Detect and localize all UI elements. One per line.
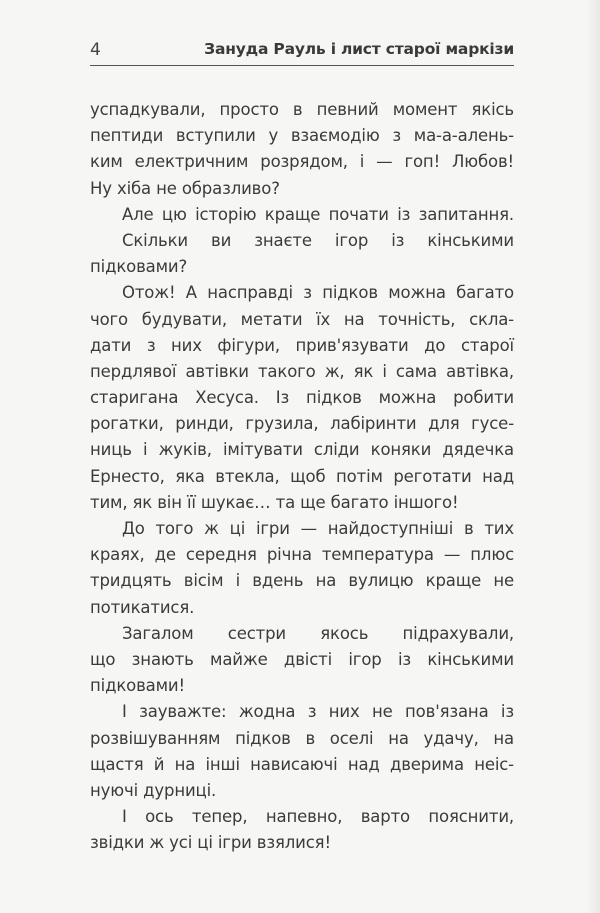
text-line: підковами?: [90, 257, 188, 277]
text-line: І зауважте: жодна з них не пов'язана із: [122, 702, 514, 722]
text-line: ниць і жуків, імітувати сліди коняки дядечка: [90, 440, 514, 460]
text-line: І ось тепер, напевно, варто пояснити,: [122, 807, 514, 827]
text-line: потикатися.: [90, 597, 195, 617]
text-line: підковами!: [90, 676, 185, 696]
text-line: Ну хіба не образливо?: [90, 178, 280, 198]
text-line: що знають майже двісті ігор із кінськими: [90, 649, 514, 669]
running-title: Зануда Рауль і лист старої маркізи: [204, 40, 514, 58]
body-text: [90, 97, 514, 856]
text-line: Але цю історію краще почати із запитання.: [122, 204, 514, 224]
running-header: [90, 38, 514, 66]
text-line: тридцять вісім і вдень на вулицю краще не: [90, 571, 514, 591]
text-line: Ернесто, яка втекла, щоб потім реготати над: [90, 466, 514, 486]
text-line: старигана Хесуса. Із підков можна робити: [90, 388, 514, 408]
text-line: щастя й на інші нависаючі над дверима неіс-: [90, 754, 514, 774]
page-number: 4: [90, 40, 101, 60]
text-line: Отож! А насправді з підков можна багато: [122, 283, 514, 303]
text-line: пердлявої автівки такого ж, як і сама автівка,: [90, 361, 514, 381]
text-line: чого будувати, метати їх на точність, скла-: [90, 309, 514, 329]
text-line: тим, як він її шукає… та ще багато іншого!: [90, 492, 459, 512]
text-line: Загалом сестри якось підрахували,: [122, 623, 514, 643]
text-line: пептиди вступили у взаємодію з ма-а-алень-: [90, 126, 514, 146]
text-line: нуючі дурниці.: [90, 780, 217, 800]
text-line: Скільки ви знаєте ігор із кінськими: [122, 230, 514, 250]
text-line: звідки ж усі ці ігри взялися!: [90, 833, 331, 853]
text-line: рогатки, ринди, грузила, лабіринти для гусе-: [90, 414, 514, 434]
text-line: дати з них фігури, прив'язувати до старої: [90, 335, 514, 355]
text-line: До того ж ці ігри — найдоступніші в тих: [122, 519, 514, 538]
page-edge-shadow: [586, 0, 600, 913]
text-line: розвішуванням підков в оселі на удачу, на: [90, 728, 514, 748]
text-line: успадкували, просто в певний момент якісь: [90, 100, 514, 119]
text-line: ким електричним розрядом, і — гоп! Любов!: [90, 152, 514, 172]
text-line: краях, де середня річна температура — плюс: [90, 545, 514, 565]
